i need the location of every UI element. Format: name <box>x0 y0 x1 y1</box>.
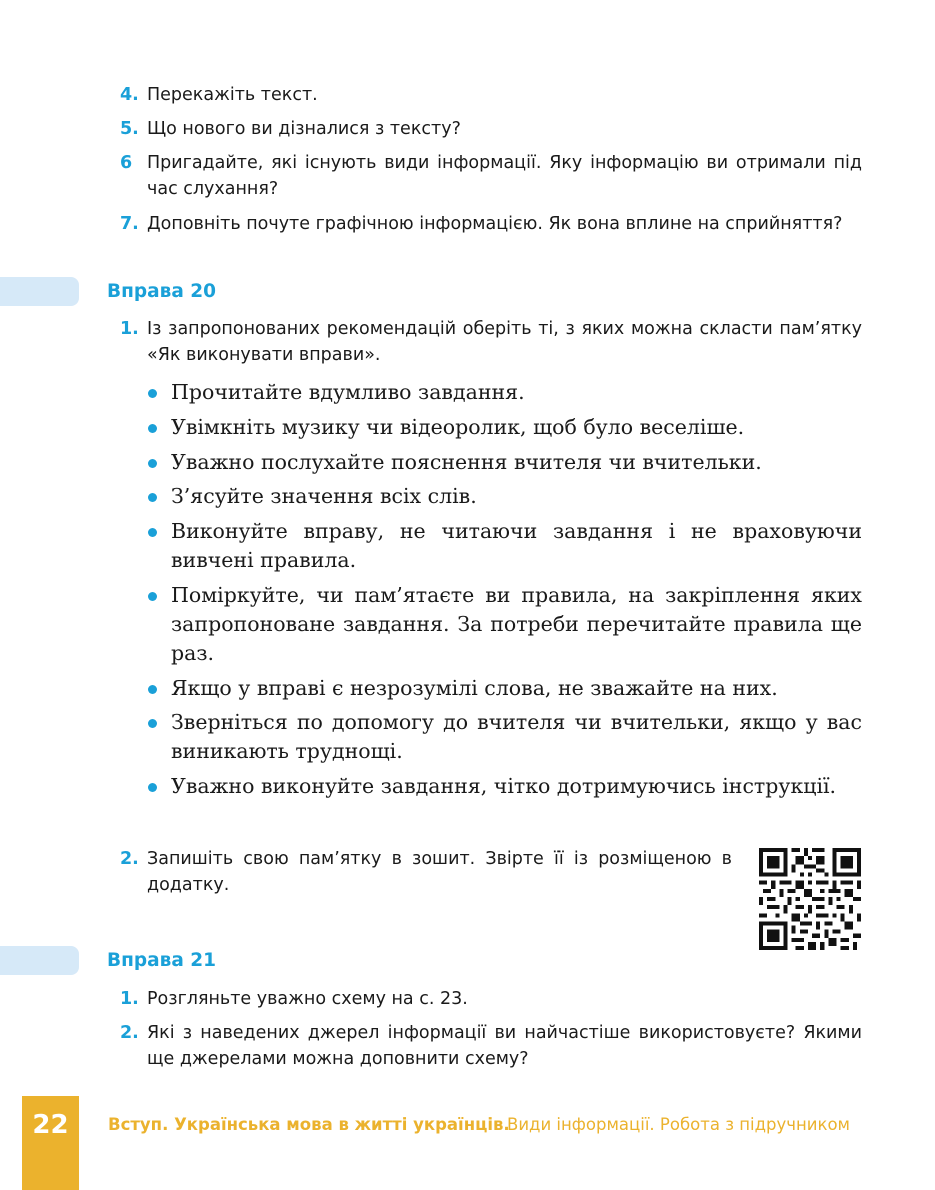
list-item <box>120 316 862 368</box>
bullet-dot-icon <box>148 592 157 601</box>
bullet-text: Уважно послухайте пояснення вчителя чи вчительки. <box>171 450 762 474</box>
bullet-text: Виконуйте вправу, не читаючи завдання і не враховуючи вивчені правила. <box>171 519 862 572</box>
bullet-item <box>148 517 862 575</box>
item-text: Які з наведених джерел інформації ви найчастіше використовуєте? Якими ще джерелами можна доповнити схему? <box>147 1023 862 1069</box>
bullet-dot-icon <box>148 459 157 468</box>
bullet-text: Прочитайте вдумливо завдання. <box>171 380 525 404</box>
section-tab-marker <box>0 277 79 306</box>
item-text: Що нового ви дізналися з тексту? <box>147 119 461 139</box>
footer-section-title: Вступ. Українська мова в житті українців. <box>108 1115 510 1134</box>
bullet-dot-icon <box>148 719 157 728</box>
item-number: 4. <box>120 85 139 105</box>
bullet-item <box>148 448 862 477</box>
bullet-item <box>148 378 862 407</box>
bullet-dot-icon <box>148 424 157 433</box>
list-item <box>120 1020 862 1072</box>
bullet-dot-icon <box>148 685 157 694</box>
item-text: Розгляньте уважно схему на с. 23. <box>147 989 468 1009</box>
section-tab-marker <box>0 946 79 975</box>
item-text: Із запропонованих рекомендацій оберіть ті, з яких можна скласти пам’ятку «Як виконувати вправи». <box>147 319 862 365</box>
bullet-text: Поміркуйте, чи пам’ятаєте ви правила, на закріплення яких запропоноване завдання. За потреби перечитайте правила ще раз. <box>171 583 862 665</box>
item-number: 1. <box>120 319 139 339</box>
list-item <box>120 211 862 237</box>
item-number: 5. <box>120 119 139 139</box>
bullet-dot-icon <box>148 389 157 398</box>
item-number: 2. <box>120 849 139 869</box>
exercise-20-heading: Вправа 20 <box>107 281 216 302</box>
list-item <box>120 82 862 108</box>
bullet-text: Увімкніть музику чи відеоролик, щоб було веселіше. <box>171 415 745 439</box>
item-text: Запишіть свою пам’ятку в зошит. Звірте її із розміщеною в додатку. <box>147 849 732 895</box>
list-item <box>120 116 862 142</box>
item-text: Перекажіть текст. <box>147 85 318 105</box>
bullet-item <box>148 581 862 668</box>
bullet-item <box>148 674 862 703</box>
bullet-item <box>148 772 862 801</box>
bullet-text: З’ясуйте значення всіх слів. <box>171 484 477 508</box>
list-item <box>120 846 732 898</box>
list-item <box>120 986 862 1012</box>
qr-code-icon[interactable] <box>759 848 861 950</box>
page-number: 22 <box>32 1110 69 1140</box>
bullet-item <box>148 708 862 766</box>
bullet-dot-icon <box>148 783 157 792</box>
bullet-item <box>148 482 862 511</box>
footer-topic: Види інформації. Робота з підручником <box>507 1115 851 1134</box>
exercise-21-heading: Вправа 21 <box>107 950 216 971</box>
bullet-text: Уважно виконуйте завдання, чітко дотримуючись інструкції. <box>171 774 837 798</box>
item-number: 6 <box>120 153 133 173</box>
bullet-dot-icon <box>148 493 157 502</box>
bullet-text: Зверніться по допомогу до вчителя чи вчительки, якщо у вас виникають труднощі. <box>171 710 862 763</box>
item-number: 7. <box>120 214 139 234</box>
bullet-text: Якщо у вправі є незрозумілі слова, не зважайте на них. <box>171 676 778 700</box>
item-number: 2. <box>120 1023 139 1043</box>
list-item <box>120 150 862 202</box>
item-text: Доповніть почуте графічною інформацією. Як вона вплине на сприйняття? <box>147 214 843 234</box>
bullet-dot-icon <box>148 528 157 537</box>
item-number: 1. <box>120 989 139 1009</box>
bullet-item <box>148 413 862 442</box>
item-text: Пригадайте, які існують види інформації. Яку інформацію ви отримали під час слухання? <box>147 153 862 199</box>
